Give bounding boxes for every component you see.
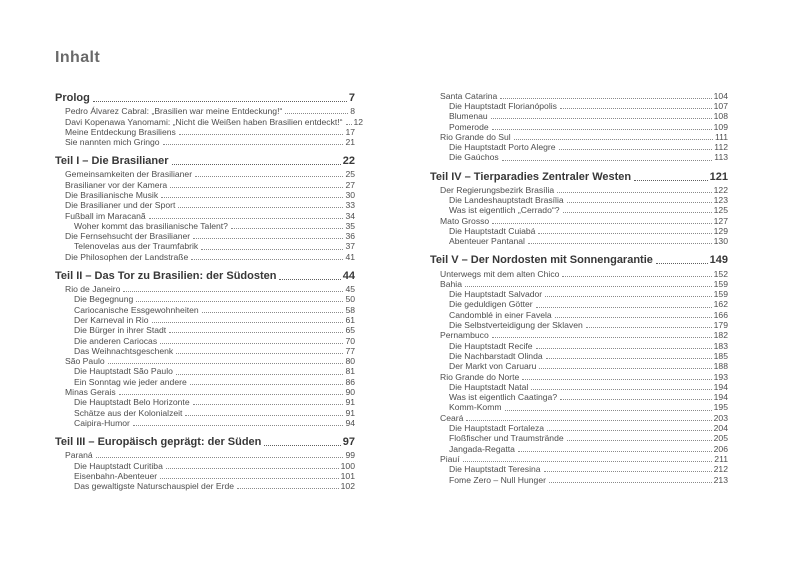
entry-label: Candomblé in einer Favela xyxy=(449,309,552,320)
entry-page: 7 xyxy=(348,92,355,104)
entry-label: Teil IV – Tierparadies Zentraler Westen xyxy=(430,170,632,183)
toc-entry xyxy=(55,106,355,116)
entry-label: Rio Grande do Norte xyxy=(440,371,520,382)
entry-page: 44 xyxy=(342,269,355,282)
entry-label: Floßfischer und Traumstrände xyxy=(449,433,564,444)
entry-page: 159 xyxy=(713,278,728,289)
entry-page: 45 xyxy=(345,284,355,295)
entry-label: Der Regierungsbezirk Brasília xyxy=(440,184,555,195)
dotted-leader xyxy=(539,368,711,369)
entry-page: 34 xyxy=(345,210,355,221)
dotted-leader xyxy=(528,243,712,244)
toc-entry xyxy=(430,422,728,432)
dotted-leader xyxy=(634,180,708,181)
entry-label: Die anderen Cariocas xyxy=(74,335,158,346)
dotted-leader xyxy=(492,129,712,130)
dotted-leader xyxy=(656,263,708,264)
entry-page: 58 xyxy=(345,304,355,315)
toc-part-heading xyxy=(430,169,728,183)
entry-label: Pedro Álvarez Cabral: „Brasilien war meine Entdeckung!“ xyxy=(65,106,283,117)
dotted-leader xyxy=(562,276,711,277)
dotted-leader xyxy=(544,471,712,472)
toc-entry xyxy=(55,283,355,293)
entry-page: 212 xyxy=(713,464,728,475)
toc-entry xyxy=(55,210,355,220)
entry-label: Die Hauptstadt Cuiabá xyxy=(449,225,536,236)
entry-label: Eisenbahn-Abenteuer xyxy=(74,470,158,481)
toc-entry xyxy=(55,407,355,417)
dotted-leader xyxy=(149,218,344,219)
toc-entry xyxy=(55,397,355,407)
entry-label: Die Hauptstadt Fortaleza xyxy=(449,423,545,434)
entry-label: Die Begegnung xyxy=(74,294,134,305)
toc-entry xyxy=(55,335,355,345)
entry-page: 162 xyxy=(713,299,728,310)
dotted-leader xyxy=(491,118,712,119)
entry-page: 123 xyxy=(713,195,728,206)
entry-page: 36 xyxy=(345,231,355,242)
dotted-leader xyxy=(559,149,713,150)
entry-label: Die Hauptstadt Recife xyxy=(449,340,533,351)
entry-page: 182 xyxy=(713,330,728,341)
entry-page: 112 xyxy=(714,142,728,153)
entry-label: Die Hauptstadt Curitiba xyxy=(74,460,163,471)
toc-entry xyxy=(430,381,728,391)
dotted-leader xyxy=(560,108,712,109)
entry-label: Die Brasilianer und der Sport xyxy=(65,200,176,211)
toc-entry xyxy=(55,460,355,470)
dotted-leader xyxy=(237,488,339,489)
entry-page: 81 xyxy=(345,366,355,377)
entry-page: 211 xyxy=(714,453,728,464)
dotted-leader xyxy=(190,384,344,385)
entry-page: 122 xyxy=(713,184,728,195)
toc-entry xyxy=(430,309,728,319)
toc-entry xyxy=(55,480,355,490)
entry-page: 203 xyxy=(713,412,728,423)
dotted-leader xyxy=(586,327,712,328)
dotted-leader xyxy=(466,420,711,421)
entry-page: 101 xyxy=(340,470,355,481)
entry-page: 90 xyxy=(345,387,355,398)
dotted-leader xyxy=(160,478,339,479)
entry-page: 27 xyxy=(345,179,355,190)
entry-page: 91 xyxy=(345,397,355,408)
entry-page: 204 xyxy=(713,423,728,434)
dotted-leader xyxy=(136,301,343,302)
entry-label: Gemeinsamkeiten der Brasilianer xyxy=(65,169,193,180)
toc-entry xyxy=(430,350,728,360)
toc-entry xyxy=(430,361,728,371)
dotted-leader xyxy=(549,482,712,483)
entry-label: Brasilianer vor der Kamera xyxy=(65,179,168,190)
entry-label: Unterwegs mit dem alten Chico xyxy=(440,268,560,279)
entry-page: 17 xyxy=(345,126,355,137)
entry-page: 125 xyxy=(713,205,728,216)
toc-entry xyxy=(430,330,728,340)
entry-page: 91 xyxy=(345,407,355,418)
dotted-leader xyxy=(546,358,712,359)
entry-label: Die Landeshauptstadt Brasília xyxy=(449,195,564,206)
toc-entry xyxy=(55,116,364,127)
toc-entry xyxy=(55,136,355,146)
toc-entry xyxy=(430,299,728,309)
dotted-leader xyxy=(545,296,712,297)
toc-entry xyxy=(55,241,355,251)
toc-entry xyxy=(430,371,728,381)
toc-entry xyxy=(430,288,728,298)
entry-label: Prolog xyxy=(55,92,90,104)
entry-page: 113 xyxy=(714,152,728,163)
entry-label: Pernambuco xyxy=(440,330,489,341)
dotted-leader xyxy=(178,207,343,208)
toc-entry xyxy=(430,141,728,151)
dotted-leader xyxy=(93,101,347,102)
entry-page: 77 xyxy=(345,345,355,356)
dotted-leader xyxy=(567,202,712,203)
entry-page: 104 xyxy=(713,90,728,101)
entry-page: 8 xyxy=(350,106,355,117)
toc-entry xyxy=(430,152,728,162)
toc-entry xyxy=(55,355,355,365)
dotted-leader xyxy=(522,379,711,380)
entry-label: Das Weihnachtsgeschenk xyxy=(74,345,174,356)
dotted-leader xyxy=(163,144,344,145)
dotted-leader xyxy=(538,233,711,234)
toc-entry xyxy=(430,412,728,422)
entry-label: Teil V – Der Nordosten mit Sonnengarantie xyxy=(430,254,653,267)
entry-label: Die Hauptstadt São Paulo xyxy=(74,366,173,377)
toc-entry xyxy=(55,200,355,210)
entry-page: 111 xyxy=(714,131,728,142)
entry-page: 99 xyxy=(345,450,355,461)
entry-label: Pomerode xyxy=(449,121,489,132)
dotted-leader xyxy=(560,399,712,400)
entry-page: 25 xyxy=(345,169,355,180)
toc-entry xyxy=(55,366,355,376)
entry-page: 109 xyxy=(713,121,728,132)
entry-label: Die Hauptstadt Belo Horizonte xyxy=(74,397,190,408)
toc-entry xyxy=(55,417,355,427)
dotted-leader xyxy=(567,440,712,441)
dotted-leader xyxy=(166,468,339,469)
entry-page: 107 xyxy=(713,101,728,111)
dotted-leader xyxy=(502,160,713,161)
entry-page: 50 xyxy=(345,294,355,305)
entry-label: Piauí xyxy=(440,453,460,464)
toc-entry xyxy=(430,278,728,288)
dotted-leader xyxy=(555,317,712,318)
dotted-leader xyxy=(193,238,343,239)
dotted-leader xyxy=(176,353,343,354)
toc-columns xyxy=(55,90,728,491)
toc-entry xyxy=(430,225,728,235)
dotted-leader xyxy=(500,98,711,99)
entry-page: 86 xyxy=(345,376,355,387)
dotted-leader xyxy=(133,425,344,426)
entry-label: Woher kommt das brasilianische Talent? xyxy=(74,220,228,231)
entry-page: 41 xyxy=(345,251,355,262)
entry-label: Santa Catarina xyxy=(440,90,498,101)
dotted-leader xyxy=(465,286,712,287)
dotted-leader xyxy=(492,223,711,224)
entry-page: 193 xyxy=(713,371,728,382)
entry-label: Die Nachbarstadt Olinda xyxy=(449,350,543,361)
dotted-leader xyxy=(531,389,711,390)
entry-label: Davi Kopenawa Yanomami: „Nicht die Weißen haben Brasilien entdeckt!“ xyxy=(65,116,343,127)
dotted-leader xyxy=(161,197,343,198)
toc-entry xyxy=(55,189,355,199)
dotted-leader xyxy=(195,176,343,177)
entry-label: Die Selbstverteidigung der Sklaven xyxy=(449,320,583,331)
entry-label: Ein Sonntag wie jeder andere xyxy=(74,376,187,387)
entry-label: Der Karneval in Rio xyxy=(74,314,149,325)
dotted-leader xyxy=(547,430,712,431)
toc-part-heading xyxy=(55,90,355,104)
entry-page: 100 xyxy=(340,460,355,471)
entry-page: 166 xyxy=(713,309,728,320)
entry-label: Teil II – Das Tor zu Brasilien: der Südosten xyxy=(55,269,277,282)
entry-label: Die Hauptstadt Porto Alegre xyxy=(449,142,556,153)
entry-page: 183 xyxy=(713,340,728,351)
entry-page: 22 xyxy=(342,155,355,168)
entry-page: 149 xyxy=(709,254,728,267)
entry-page: 185 xyxy=(713,350,728,361)
toc-entry xyxy=(55,169,355,179)
toc-entry xyxy=(430,194,728,204)
toc-entry xyxy=(55,325,355,335)
entry-page: 205 xyxy=(713,433,728,444)
entry-label: Die Hauptstadt Florianópolis xyxy=(449,101,557,111)
entry-label: Was ist eigentlich Caatinga? xyxy=(449,392,558,403)
dotted-leader xyxy=(279,279,340,280)
entry-page: 12 xyxy=(353,116,364,127)
toc-part-heading xyxy=(55,268,355,282)
entry-label: Die Bürger in ihrer Stadt xyxy=(74,325,167,336)
entry-label: Minas Gerais xyxy=(65,387,116,398)
entry-label: Fußball im Maracanã xyxy=(65,210,146,221)
entry-page: 30 xyxy=(345,189,355,200)
toc-entry xyxy=(430,184,728,194)
entry-page: 35 xyxy=(345,220,355,231)
toc-entry xyxy=(55,386,355,396)
toc-entry xyxy=(55,126,355,136)
entry-page: 33 xyxy=(345,200,355,211)
toc-entry xyxy=(430,215,728,225)
entry-page: 206 xyxy=(713,443,728,454)
entry-page: 194 xyxy=(713,381,728,392)
entry-page: 152 xyxy=(713,268,728,279)
entry-label: Die Hauptstadt Teresina xyxy=(449,464,541,475)
dotted-leader xyxy=(346,124,352,125)
entry-label: São Paulo xyxy=(65,356,105,367)
entry-page: 108 xyxy=(713,111,728,122)
dotted-leader xyxy=(231,228,343,229)
dotted-leader xyxy=(172,164,341,165)
dotted-leader xyxy=(179,134,344,135)
entry-label: Fome Zero – Null Hunger xyxy=(449,474,546,485)
entry-page: 121 xyxy=(709,170,728,183)
dotted-leader xyxy=(108,363,344,364)
entry-page: 195 xyxy=(713,402,728,413)
dotted-leader xyxy=(202,312,344,313)
dotted-leader xyxy=(169,332,343,333)
entry-page: 194 xyxy=(713,392,728,403)
dotted-leader xyxy=(170,187,343,188)
entry-page: 129 xyxy=(713,225,728,236)
dotted-leader xyxy=(160,343,343,344)
toc-entry xyxy=(55,314,355,324)
dotted-leader xyxy=(96,457,344,458)
entry-label: Teil III – Europäisch geprägt: der Süden xyxy=(55,436,262,449)
entry-page: 70 xyxy=(345,335,355,346)
dotted-leader xyxy=(152,322,344,323)
toc-entry xyxy=(430,90,728,100)
entry-page: 65 xyxy=(345,325,355,336)
dotted-leader xyxy=(514,139,713,140)
toc-entry xyxy=(55,220,355,230)
entry-label: Bahia xyxy=(440,278,462,289)
toc-entry xyxy=(55,470,355,480)
toc-entry xyxy=(430,268,728,278)
dotted-leader xyxy=(492,337,712,338)
toc-entry xyxy=(430,340,728,350)
dotted-leader xyxy=(463,461,713,462)
entry-page: 21 xyxy=(345,137,355,148)
entry-label: Rio de Janeiro xyxy=(65,284,121,295)
entry-label: Die Hauptstadt Salvador xyxy=(449,289,543,300)
entry-label: Die Fernsehsucht der Brasilianer xyxy=(65,231,191,242)
toc-entry xyxy=(430,433,728,443)
toc-entry xyxy=(430,131,728,141)
entry-label: Die Gaúchos xyxy=(449,152,499,163)
entry-page: 188 xyxy=(713,361,728,372)
entry-label: Sie nannten mich Gringo xyxy=(65,137,160,148)
dotted-leader xyxy=(185,415,343,416)
toc-entry xyxy=(55,251,355,261)
toc-entry xyxy=(55,376,355,386)
entry-page: 213 xyxy=(713,474,728,485)
entry-label: Das gewaltigste Naturschauspiel der Erde xyxy=(74,481,235,492)
dotted-leader xyxy=(123,291,343,292)
dotted-leader xyxy=(505,410,712,411)
toc-entry xyxy=(430,121,728,131)
toc-entry xyxy=(55,230,355,240)
toc-entry xyxy=(430,464,728,474)
toc-column-left xyxy=(55,90,364,492)
toc-entry xyxy=(430,100,728,110)
entry-page: 80 xyxy=(345,356,355,367)
entry-label: Jangada-Regatta xyxy=(449,443,515,454)
toc-entry xyxy=(55,294,355,304)
entry-label: Komm-Komm xyxy=(449,402,502,413)
entry-label: Paraná xyxy=(65,450,93,461)
entry-page: 179 xyxy=(713,320,728,331)
toc-column-right xyxy=(430,90,728,491)
page-title: Inhalt xyxy=(55,49,101,66)
toc-entry xyxy=(55,345,355,355)
entry-label: Ceará xyxy=(440,412,464,423)
toc-part-heading xyxy=(430,252,728,266)
entry-label: Cariocanische Essgewohnheiten xyxy=(74,304,199,315)
entry-label: Was ist eigentlich „Cerrado“? xyxy=(449,205,560,216)
dotted-leader xyxy=(201,249,343,250)
toc-entry xyxy=(55,450,355,460)
toc-entry xyxy=(430,319,728,329)
dotted-leader xyxy=(518,451,712,452)
toc-entry xyxy=(430,443,728,453)
toc-part-heading xyxy=(55,153,355,167)
toc-entry xyxy=(430,205,728,215)
entry-label: Der Markt von Caruaru xyxy=(449,361,537,372)
toc-entry xyxy=(55,179,355,189)
toc-entry xyxy=(430,111,728,121)
dotted-leader xyxy=(193,404,344,405)
dotted-leader xyxy=(176,374,344,375)
toc-entry xyxy=(430,402,728,412)
dotted-leader xyxy=(264,445,340,446)
toc-entry xyxy=(430,453,728,463)
entry-label: Die Philosophen der Landstraße xyxy=(65,251,189,262)
entry-page: 102 xyxy=(340,481,355,492)
entry-label: Schätze aus der Kolonialzeit xyxy=(74,407,183,418)
entry-page: 97 xyxy=(342,436,355,449)
entry-page: 159 xyxy=(713,289,728,300)
entry-page: 94 xyxy=(345,417,355,428)
entry-label: Teil I – Die Brasilianer xyxy=(55,155,169,168)
toc-entry xyxy=(430,236,728,246)
entry-label: Die Hauptstadt Natal xyxy=(449,381,529,392)
entry-label: Rio Grande do Sul xyxy=(440,131,511,142)
entry-label: Blumenau xyxy=(449,111,488,122)
entry-label: Die geduldigen Götter xyxy=(449,299,533,310)
entry-label: Mato Grosso xyxy=(440,215,490,226)
toc-entry xyxy=(430,391,728,401)
entry-label: Telenovelas aus der Traumfabrik xyxy=(74,241,199,252)
entry-page: 37 xyxy=(345,241,355,252)
dotted-leader xyxy=(557,192,712,193)
dotted-leader xyxy=(119,394,344,395)
dotted-leader xyxy=(536,348,712,349)
toc-entry xyxy=(430,474,728,484)
entry-label: Caipira-Humor xyxy=(74,417,130,428)
dotted-leader xyxy=(536,307,712,308)
dotted-leader xyxy=(285,113,348,114)
dotted-leader xyxy=(191,259,343,260)
entry-label: Abenteuer Pantanal xyxy=(449,236,525,247)
entry-label: Die Brasilianische Musik xyxy=(65,189,159,200)
entry-label: Meine Entdeckung Brasiliens xyxy=(65,126,176,137)
dotted-leader xyxy=(563,212,712,213)
entry-page: 130 xyxy=(713,236,728,247)
entry-page: 61 xyxy=(345,314,355,325)
toc-entry xyxy=(55,304,355,314)
toc-part-heading xyxy=(55,434,355,448)
entry-page: 127 xyxy=(713,215,728,226)
